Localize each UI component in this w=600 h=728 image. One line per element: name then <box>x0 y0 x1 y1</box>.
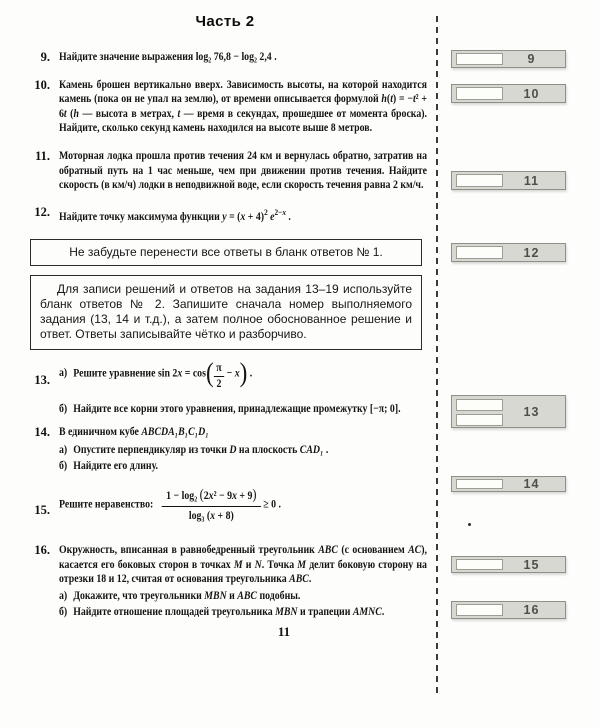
math-left-paren: ( <box>205 357 214 388</box>
math-var: t <box>390 93 393 106</box>
math-trapezoid-label: AMNC <box>352 606 382 619</box>
math-run: + 4) <box>245 210 265 223</box>
answer-box-label: 15 <box>523 557 540 572</box>
answer-input-cell[interactable] <box>456 479 503 489</box>
problem-14-text <box>59 425 427 440</box>
math-run: 2 <box>203 489 209 502</box>
fraction-numerator <box>162 486 261 507</box>
math-plane-label: CAD₁ <box>299 443 324 456</box>
page-number: 11 <box>277 623 291 639</box>
math-run: log₃ ( <box>188 510 211 523</box>
math-triangle-label: MBN <box>275 606 298 619</box>
text-run: . Точка <box>261 558 298 571</box>
math-triangle-label: ABC <box>289 573 309 586</box>
math-fraction <box>162 486 261 524</box>
problem-13b-text <box>59 402 427 417</box>
text-run: Найдите значение выражения <box>59 51 196 63</box>
text-run: Опустите перпендикуляр из точки <box>73 443 230 456</box>
math-run: . <box>323 443 329 456</box>
answer-box-label: 12 <box>523 245 540 260</box>
math-var: D <box>229 443 237 456</box>
answer-box-9 <box>451 50 566 68</box>
problem-12 <box>0 205 450 225</box>
problem-16a-text <box>59 589 427 604</box>
answer-box-label: 14 <box>523 477 540 491</box>
answer-input-cell[interactable] <box>456 604 503 616</box>
problem-11-number: 11. <box>35 148 50 163</box>
text-run: и трапеции <box>297 606 353 619</box>
math-superscript-var: x <box>282 206 286 217</box>
answer-input-cell[interactable] <box>456 399 503 411</box>
answer-input-cell[interactable] <box>456 53 503 65</box>
problem-16 <box>0 543 450 620</box>
math-var: t <box>412 93 416 106</box>
math-point-label: M <box>297 558 307 571</box>
text-run: на плоскость <box>236 443 300 456</box>
cut-line-divider <box>436 16 438 695</box>
fraction-denominator <box>162 507 261 523</box>
notice-box-answer-sheet-2 <box>30 275 422 349</box>
math-var: t <box>177 107 181 120</box>
math-triangle-label: ABC <box>318 543 338 556</box>
problem-14-number: 14. <box>34 425 50 440</box>
problem-12-text <box>59 205 427 225</box>
problem-11-text <box>59 149 427 193</box>
math-run: = cos <box>182 367 206 380</box>
subitem-label: а) <box>59 589 68 602</box>
problem-12-number: 12. <box>34 204 50 219</box>
fraction-numerator: π <box>214 363 225 378</box>
math-right-paren: ) <box>239 357 248 388</box>
math-var: t <box>63 107 67 120</box>
answer-box-label: 16 <box>523 603 540 617</box>
text-run: делит боковую сторону на отрезки 18 и 12, считая от основания треугольника <box>59 558 427 586</box>
text-run: В единичном кубе <box>59 426 142 439</box>
text-run: . <box>381 606 385 619</box>
math-var: x <box>234 367 240 380</box>
subitem-label: б) <box>59 402 68 415</box>
problem-14a-text <box>59 443 427 458</box>
math-run: sin 2 <box>157 367 178 380</box>
notice-text: Для записи решений и ответов на задания 13–19 используйте бланк ответов № 2. Запишите сначала номер выполняемого задания (13, 14 и т.д.), а затем полное обоснованное решение и ответ. Ответы записывайте чётко и разборчиво. <box>40 282 412 341</box>
math-run: ≥ 0 . <box>260 498 281 511</box>
math-run: + 9 <box>236 489 253 502</box>
math-expression: [−π; 0]. <box>369 402 401 415</box>
problem-15 <box>0 486 450 534</box>
text-run: . <box>308 573 312 586</box>
math-run: . <box>285 210 291 223</box>
answer-box-11 <box>451 171 566 190</box>
math-var: h <box>381 93 387 106</box>
math-run: ( <box>386 93 391 106</box>
text-run: Моторная лодка прошла против течения 24 км и вернулась обратно, затратив на обратный путь на 1 час меньше, чем при движении против течения. Найдите скорость (в км/ч) лодки в неподвижной воде, если скорость течения равна 2 км/ч. <box>59 149 427 192</box>
text-run: — высота в метрах, <box>78 107 178 120</box>
math-run: ) = − <box>392 93 413 106</box>
text-run: Окружность, вписанная в равнобедренный треугольник <box>59 543 319 556</box>
math-run: + 8) <box>215 510 234 523</box>
problem-14 <box>0 425 450 474</box>
problem-13a-text <box>59 357 427 397</box>
math-var: e <box>270 210 275 223</box>
text-run: (с основанием <box>337 543 409 556</box>
text-run: подобны. <box>256 589 301 602</box>
text-run: Найдите его длину. <box>73 460 158 473</box>
answer-input-cell[interactable] <box>456 559 503 570</box>
answer-box-12 <box>451 243 566 262</box>
fraction-denominator: 2 <box>216 378 222 391</box>
stray-ink-mark <box>468 523 471 526</box>
answer-input-cell[interactable] <box>456 174 503 187</box>
subitem-label: а) <box>59 367 68 380</box>
math-run: − <box>224 367 235 380</box>
answer-box-label: 10 <box>523 86 540 101</box>
math-point-label: M <box>233 558 243 571</box>
problem-10-number: 10. <box>34 77 50 92</box>
answer-box-14 <box>451 476 566 492</box>
problem-15-number: 15. <box>34 502 50 517</box>
text-run: и <box>226 589 238 602</box>
math-run: ( <box>66 107 74 120</box>
math-right-paren: ) <box>252 486 257 503</box>
math-superscript: 2− <box>274 206 283 217</box>
math-triangle-label: MBN <box>204 589 227 602</box>
math-fraction <box>214 363 225 391</box>
problem-14b-text <box>59 459 427 474</box>
problem-16-text <box>59 543 427 587</box>
math-run: . <box>247 367 253 380</box>
math-point-label: N <box>254 558 262 571</box>
text-run: ), касается его боковых сторон в точках <box>59 543 427 571</box>
answer-box-16 <box>451 601 566 619</box>
math-expression: log₂ 76,8 − log₂ 2,4 . <box>195 51 277 63</box>
text-run: Камень брошен вертикально вверх. Зависимость высоты, на которой находится камень (пока он не упал на землю), от времени описывается формулой <box>59 78 427 106</box>
problem-9-text <box>59 50 427 65</box>
math-triangle-label: ABC <box>237 589 257 602</box>
problem-13 <box>0 357 450 417</box>
answer-input-cell[interactable] <box>456 246 503 259</box>
subitem-label: б) <box>59 460 68 473</box>
problem-16-number: 16. <box>34 542 50 557</box>
answer-input-cell[interactable] <box>456 87 503 100</box>
text-run: Решите неравенство: <box>59 498 154 511</box>
math-left-paren: ( <box>199 486 204 503</box>
math-segment-label: AC <box>408 543 422 556</box>
answer-box-label: 11 <box>523 173 540 188</box>
problem-10-text <box>59 78 427 136</box>
text-run: — время в секундах, прошедшее от момента броска). Найдите, сколько секунд камень находился на высоте выше 8 метров. <box>59 107 427 135</box>
answer-box-label: 9 <box>527 52 536 66</box>
problem-15-text <box>59 486 427 534</box>
math-var: x <box>208 489 214 502</box>
math-var: x <box>232 489 237 502</box>
answer-box-label: 13 <box>523 404 540 419</box>
math-run: = ( <box>226 210 241 223</box>
problem-10 <box>0 78 450 136</box>
text-run: Докажите, что треугольники <box>73 589 205 602</box>
subitem-label: а) <box>59 443 68 456</box>
problem-9 <box>0 50 450 65</box>
math-var: x <box>210 510 216 523</box>
part-title: Часть 2 <box>195 13 255 30</box>
math-run: ² − 9 <box>213 489 233 502</box>
math-var: x <box>240 210 246 223</box>
text-run: Найдите точку максимума функции <box>59 210 223 223</box>
text-run: Найдите все корни этого уравнения, принадлежащие промежутку <box>73 402 370 415</box>
notice-box-transfer-answers <box>30 239 422 266</box>
answer-box-15 <box>451 556 566 573</box>
answer-box-10 <box>451 84 566 103</box>
math-run: ² + 6 <box>59 93 427 120</box>
math-run: 1 − log₂ <box>166 489 200 502</box>
math-superscript: 2 <box>264 206 268 217</box>
text-run: и <box>242 558 255 571</box>
problem-16b-text <box>59 605 427 620</box>
text-run: Решите уравнение <box>73 367 158 380</box>
answer-box-13 <box>451 395 566 428</box>
math-var: y <box>222 210 227 223</box>
math-var: h <box>73 107 79 120</box>
problem-9-number: 9. <box>40 50 50 64</box>
problem-13-number: 13. <box>34 372 50 387</box>
subitem-label: б) <box>59 606 68 619</box>
math-cube-label: ABCDA₁B₁C₁D₁ <box>141 426 209 439</box>
notice-text: Не забудьте перенести все ответы в бланк ответов № 1. <box>69 245 383 260</box>
answer-input-cell[interactable] <box>456 414 503 426</box>
text-run: Найдите отношение площадей треугольника <box>73 606 276 619</box>
problem-11 <box>0 149 450 193</box>
math-var: x <box>177 367 183 380</box>
